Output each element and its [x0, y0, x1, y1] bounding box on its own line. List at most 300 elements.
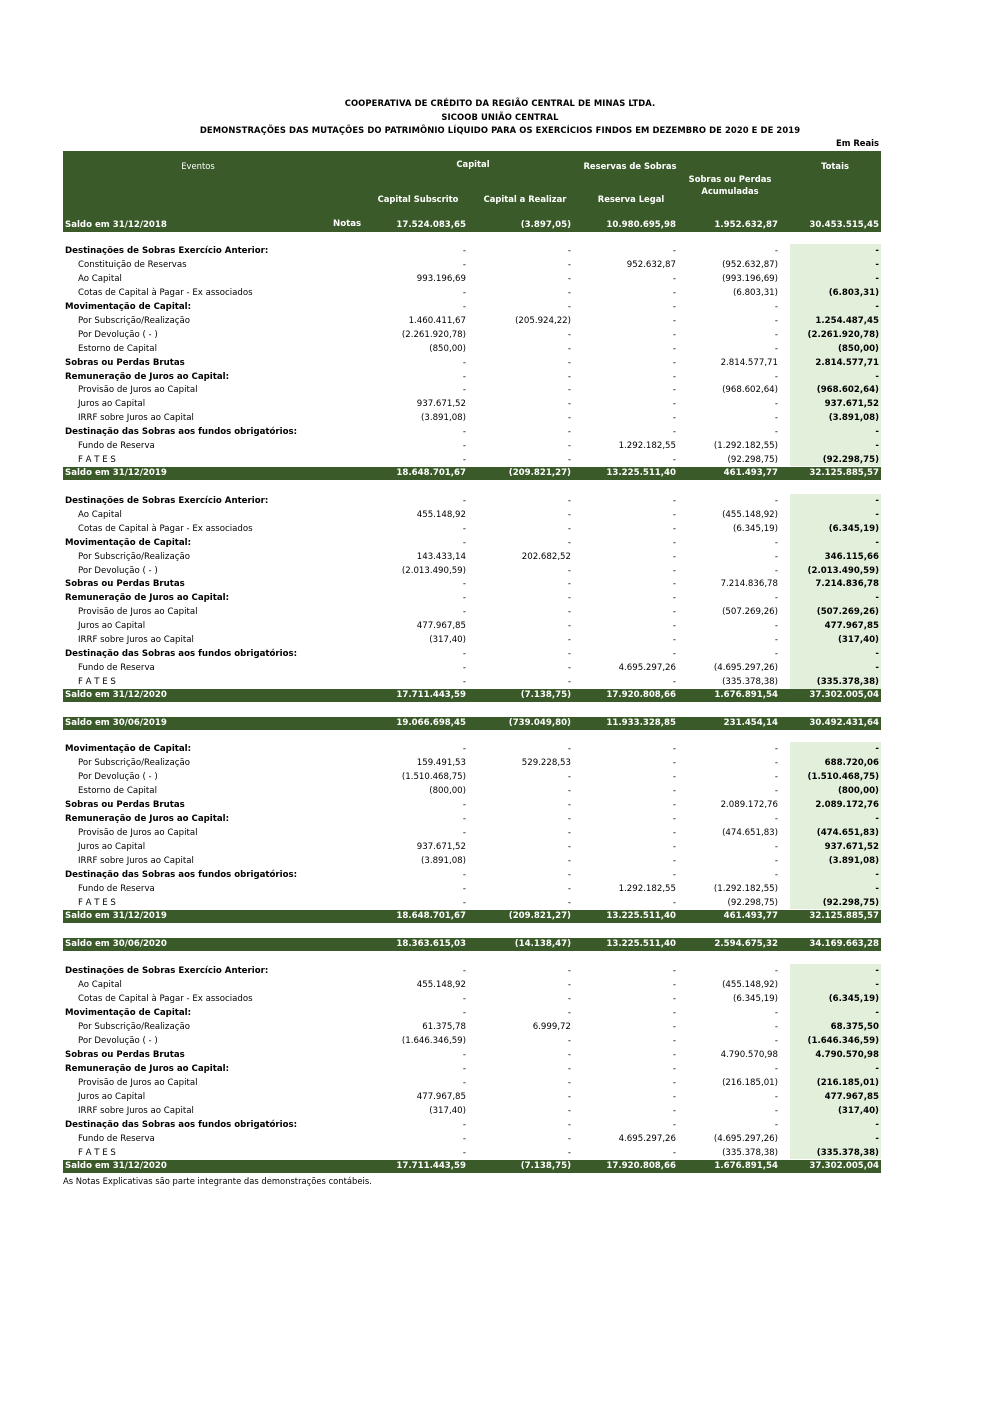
total-cell: -: [875, 649, 879, 659]
table-row: [63, 827, 881, 841]
reserva-legal-cell: 17.920.808,66: [606, 1161, 676, 1171]
capital-subscrito-cell: -: [462, 884, 466, 894]
total-cell: (507.269,26): [816, 607, 879, 617]
row-label: Cotas de Capital à Pagar - Ex associados: [78, 288, 253, 298]
capital-realizar-cell: -: [567, 786, 571, 796]
capital-subscrito-cell: -: [462, 800, 466, 810]
reserva-legal-cell: -: [672, 870, 676, 880]
reserva-legal-cell: -: [672, 828, 676, 838]
sobras-perdas-cell: -: [774, 246, 778, 256]
row-label: Juros ao Capital: [78, 842, 146, 852]
balance-row: [63, 938, 881, 951]
row-label: Por Subscrição/Realização: [78, 552, 190, 562]
capital-realizar-cell: (205.924,22): [515, 316, 571, 326]
row-label: F A T E S: [78, 677, 116, 687]
sobras-perdas-cell: (1.292.182,55): [713, 441, 778, 451]
row-label: Por Devolução ( - ): [78, 566, 158, 576]
capital-realizar-cell: (209.821,27): [508, 468, 571, 478]
sobras-perdas-cell: -: [774, 344, 778, 354]
total-cell: 688.720,06: [824, 758, 879, 768]
capital-subscrito-cell: (1.510.468,75): [401, 772, 466, 782]
row-label: Constituição de Reservas: [78, 260, 187, 270]
sobras-perdas-cell: -: [774, 427, 778, 437]
col-totais: Totais: [821, 161, 849, 171]
total-cell: (474.651,83): [816, 828, 879, 838]
total-cell: 1.254.487,45: [815, 316, 879, 326]
total-cell: -: [875, 1120, 879, 1130]
capital-realizar-cell: -: [567, 635, 571, 645]
total-cell: -: [875, 260, 879, 270]
reserva-legal-cell: -: [672, 427, 676, 437]
table-row: [63, 287, 881, 301]
table-row: [63, 523, 881, 537]
sobras-perdas-cell: -: [774, 621, 778, 631]
reserva-legal-cell: -: [672, 786, 676, 796]
sobras-perdas-cell: -: [774, 1022, 778, 1032]
table-row: [63, 273, 881, 287]
row-label: Movimentação de Capital:: [65, 1008, 192, 1018]
section-row: [63, 592, 881, 606]
total-cell: (317,40): [837, 1106, 879, 1116]
capital-subscrito-cell: (2.261.920,78): [401, 330, 466, 340]
capital-subscrito-cell: 455.148,92: [416, 980, 466, 990]
sobras-perdas-cell: -: [774, 316, 778, 326]
sobras-perdas-cell: -: [774, 330, 778, 340]
sobras-perdas-cell: -: [774, 649, 778, 659]
capital-subscrito-cell: 18.648.701,67: [396, 468, 466, 478]
reserva-legal-cell: 11.933.328,85: [606, 718, 676, 728]
table-row: [63, 454, 881, 468]
capital-realizar-cell: -: [567, 1008, 571, 1018]
sobras-perdas-cell: (92.298,75): [727, 898, 778, 908]
capital-subscrito-cell: -: [462, 302, 466, 312]
capital-subscrito-cell: (2.013.490,59): [401, 566, 466, 576]
row-label: Fundo de Reserva: [78, 663, 155, 673]
row-label: Sobras ou Perdas Brutas: [65, 1050, 185, 1060]
capital-realizar-cell: -: [567, 649, 571, 659]
total-cell: 30.492.431,64: [809, 718, 879, 728]
capital-realizar-cell: -: [567, 524, 571, 534]
sobras-perdas-cell: -: [774, 842, 778, 852]
table-row: [63, 676, 881, 690]
table-row: [63, 1021, 881, 1035]
row-label: Sobras ou Perdas Brutas: [65, 800, 185, 810]
sobras-perdas-cell: -: [774, 635, 778, 645]
capital-subscrito-cell: -: [462, 358, 466, 368]
capital-realizar-cell: -: [567, 1134, 571, 1144]
row-label: Fundo de Reserva: [78, 884, 155, 894]
capital-realizar-cell: (3.897,05): [520, 220, 571, 230]
capital-realizar-cell: -: [567, 427, 571, 437]
section-row: [63, 245, 881, 259]
capital-realizar-cell: 202.682,52: [521, 552, 571, 562]
sobras-perdas-cell: -: [774, 538, 778, 548]
total-cell: -: [875, 510, 879, 520]
row-label: Estorno de Capital: [78, 786, 157, 796]
capital-realizar-cell: -: [567, 870, 571, 880]
capital-realizar-cell: -: [567, 538, 571, 548]
row-label: Destinação das Sobras aos fundos obrigatórios:: [65, 870, 298, 880]
capital-realizar-cell: -: [567, 510, 571, 520]
reserva-legal-cell: -: [672, 842, 676, 852]
capital-subscrito-cell: -: [462, 1134, 466, 1144]
reserva-legal-cell: -: [672, 1064, 676, 1074]
total-cell: (6.345,19): [828, 524, 879, 534]
col-capital-subscrito: Capital Subscrito: [377, 194, 459, 204]
reserva-legal-cell: -: [672, 1022, 676, 1032]
capital-realizar-cell: -: [567, 856, 571, 866]
capital-subscrito-cell: -: [462, 1008, 466, 1018]
total-cell: -: [875, 980, 879, 990]
capital-subscrito-cell: 477.967,85: [416, 1092, 466, 1102]
reserva-legal-cell: -: [672, 524, 676, 534]
total-cell: (968.602,64): [816, 385, 879, 395]
notas-label: Notas: [333, 219, 362, 229]
sobras-perdas-cell: (968.602,64): [722, 385, 778, 395]
sobras-perdas-cell: -: [774, 593, 778, 603]
row-label: Por Devolução ( - ): [78, 330, 158, 340]
reserva-legal-cell: -: [672, 579, 676, 589]
sobras-perdas-cell: 1.676.891,54: [714, 1161, 778, 1171]
reserva-legal-cell: -: [672, 1008, 676, 1018]
capital-subscrito-cell: (3.891,08): [421, 413, 466, 423]
capital-realizar-cell: -: [567, 344, 571, 354]
capital-subscrito-cell: -: [462, 607, 466, 617]
row-label: Movimentação de Capital:: [65, 538, 192, 548]
reserva-legal-cell: -: [672, 552, 676, 562]
reserva-legal-cell: -: [672, 330, 676, 340]
row-label: Destinações de Sobras Exercício Anterior:: [65, 496, 269, 506]
total-cell: -: [875, 1134, 879, 1144]
total-cell: -: [875, 496, 879, 506]
capital-realizar-cell: -: [567, 677, 571, 687]
capital-subscrito-cell: (317,40): [429, 1106, 466, 1116]
row-label: Remuneração de Juros ao Capital:: [65, 814, 230, 824]
total-cell: -: [875, 427, 879, 437]
row-label: Saldo em 31/12/2020: [65, 690, 167, 700]
capital-subscrito-cell: -: [462, 496, 466, 506]
total-cell: (1.646.346,59): [807, 1036, 879, 1046]
table-row: [63, 509, 881, 523]
sobras-perdas-cell: -: [774, 566, 778, 576]
reserva-legal-cell: -: [672, 246, 676, 256]
reserva-legal-cell: -: [672, 607, 676, 617]
total-cell: (3.891,08): [828, 856, 879, 866]
sobras-perdas-cell: (216.185,01): [722, 1078, 778, 1088]
reserva-legal-cell: 13.225.511,40: [606, 911, 676, 921]
table-row: [63, 662, 881, 676]
table-row: [63, 620, 881, 634]
section-row: [63, 869, 881, 883]
capital-subscrito-cell: -: [462, 260, 466, 270]
reserva-legal-cell: -: [672, 635, 676, 645]
capital-realizar-cell: -: [567, 607, 571, 617]
sobras-perdas-cell: -: [774, 870, 778, 880]
reserva-legal-cell: -: [672, 649, 676, 659]
col-group-capital: Capital: [456, 159, 490, 169]
capital-realizar-cell: (739.049,80): [508, 718, 571, 728]
table-row: [63, 771, 881, 785]
sobras-perdas-cell: -: [774, 372, 778, 382]
capital-subscrito-cell: 61.375,78: [422, 1022, 466, 1032]
reserva-legal-cell: 10.980.695,98: [606, 220, 676, 230]
total-cell: (335.378,38): [816, 1148, 879, 1158]
sobras-perdas-cell: (6.345,19): [733, 994, 778, 1004]
section-row: [63, 813, 881, 827]
reserva-legal-cell: -: [672, 898, 676, 908]
row-label: Saldo em 31/12/2018: [65, 220, 167, 230]
capital-realizar-cell: 529.228,53: [521, 758, 571, 768]
sobras-perdas-cell: (952.632,87): [722, 260, 778, 270]
capital-subscrito-cell: -: [462, 385, 466, 395]
row-label: Saldo em 30/06/2019: [65, 718, 167, 728]
total-cell: (6.803,31): [828, 288, 879, 298]
row-label: Remuneração de Juros ao Capital:: [65, 372, 230, 382]
total-cell: (2.013.490,59): [807, 566, 879, 576]
table-row: [63, 883, 881, 897]
reserva-legal-cell: -: [672, 344, 676, 354]
capital-subscrito-cell: -: [462, 1050, 466, 1060]
reserva-legal-cell: -: [672, 288, 676, 298]
capital-subscrito-cell: -: [462, 814, 466, 824]
capital-realizar-cell: -: [567, 898, 571, 908]
balance-row: [63, 1160, 881, 1173]
capital-realizar-cell: -: [567, 994, 571, 1004]
total-cell: 937.671,52: [824, 842, 879, 852]
sobras-perdas-cell: 231.454,14: [723, 718, 778, 728]
capital-realizar-cell: -: [567, 663, 571, 673]
reserva-legal-cell: -: [672, 316, 676, 326]
capital-subscrito-cell: -: [462, 246, 466, 256]
sobras-perdas-cell: 2.814.577,71: [720, 358, 778, 368]
reserva-legal-cell: -: [672, 677, 676, 687]
col-eventos: Eventos: [181, 161, 215, 171]
capital-subscrito-cell: (3.891,08): [421, 856, 466, 866]
capital-subscrito-cell: 937.671,52: [416, 399, 466, 409]
sobras-perdas-cell: -: [774, 856, 778, 866]
reserva-legal-cell: -: [672, 1078, 676, 1088]
total-cell: 30.453.515,45: [809, 220, 879, 230]
table-row: [63, 757, 881, 771]
total-cell: -: [875, 1064, 879, 1074]
total-cell: (317,40): [837, 635, 879, 645]
capital-realizar-cell: -: [567, 413, 571, 423]
total-cell: -: [875, 246, 879, 256]
row-label: Estorno de Capital: [78, 344, 157, 354]
table-row: [63, 440, 881, 454]
row-label: IRRF sobre Juros ao Capital: [78, 856, 194, 866]
capital-realizar-cell: -: [567, 884, 571, 894]
section-row: [63, 357, 881, 371]
capital-realizar-cell: -: [567, 274, 571, 284]
section-row: [63, 1063, 881, 1077]
sobras-perdas-cell: (455.148,92): [722, 980, 778, 990]
reserva-legal-cell: -: [672, 744, 676, 754]
sobras-perdas-cell: (335.378,38): [722, 1148, 778, 1158]
capital-realizar-cell: -: [567, 385, 571, 395]
capital-realizar-cell: (209.821,27): [508, 911, 571, 921]
table-row: [63, 1035, 881, 1049]
capital-subscrito-cell: 1.460.411,67: [408, 316, 466, 326]
sobras-perdas-cell: -: [774, 496, 778, 506]
table-row: [63, 634, 881, 648]
total-cell: (92.298,75): [822, 455, 879, 465]
table-row: [63, 259, 881, 273]
capital-subscrito-cell: -: [462, 898, 466, 908]
reserva-legal-cell: -: [672, 1092, 676, 1102]
company-name: COOPERATIVA DE CRÉDITO DA REGIÃO CENTRAL DE MINAS LTDA.: [344, 98, 656, 108]
reserva-legal-cell: -: [672, 1106, 676, 1116]
row-label: Por Devolução ( - ): [78, 1036, 158, 1046]
capital-subscrito-cell: (1.646.346,59): [401, 1036, 466, 1046]
reserva-legal-cell: 1.292.182,55: [618, 884, 676, 894]
capital-subscrito-cell: -: [462, 994, 466, 1004]
col-reserva-legal: Reserva Legal: [597, 194, 665, 204]
sobras-perdas-cell: -: [774, 1036, 778, 1046]
reserva-legal-cell: -: [672, 413, 676, 423]
reserva-legal-cell: -: [672, 966, 676, 976]
balance-row: [63, 467, 881, 480]
total-cell: (1.510.468,75): [807, 772, 879, 782]
capital-subscrito-cell: 477.967,85: [416, 621, 466, 631]
capital-realizar-cell: -: [567, 1120, 571, 1130]
reserva-legal-cell: -: [672, 566, 676, 576]
capital-subscrito-cell: -: [462, 579, 466, 589]
row-label: Saldo em 31/12/2020: [65, 1161, 167, 1171]
capital-subscrito-cell: -: [462, 828, 466, 838]
total-cell: -: [875, 274, 879, 284]
row-label: Cotas de Capital à Pagar - Ex associados: [78, 994, 253, 1004]
reserva-legal-cell: -: [672, 980, 676, 990]
row-label: F A T E S: [78, 1148, 116, 1158]
total-cell: (3.891,08): [828, 413, 879, 423]
reserva-legal-cell: -: [672, 593, 676, 603]
sobras-perdas-cell: 4.790.570,98: [720, 1050, 778, 1060]
reserva-legal-cell: 13.225.511,40: [606, 939, 676, 949]
capital-subscrito-cell: -: [462, 593, 466, 603]
section-row: [63, 1119, 881, 1133]
capital-subscrito-cell: 455.148,92: [416, 510, 466, 520]
sobras-perdas-cell: -: [774, 1092, 778, 1102]
capital-realizar-cell: -: [567, 980, 571, 990]
row-label: Por Subscrição/Realização: [78, 316, 190, 326]
row-label: Cotas de Capital à Pagar - Ex associados: [78, 524, 253, 534]
sobras-perdas-cell: -: [774, 552, 778, 562]
capital-realizar-cell: -: [567, 828, 571, 838]
sobras-perdas-cell: -: [774, 1106, 778, 1116]
capital-realizar-cell: -: [567, 966, 571, 976]
capital-realizar-cell: -: [567, 358, 571, 368]
sobras-perdas-cell: (6.803,31): [733, 288, 778, 298]
total-cell: -: [875, 884, 879, 894]
row-label: Juros ao Capital: [78, 621, 146, 631]
row-label: Ao Capital: [78, 510, 122, 520]
row-label: Ao Capital: [78, 274, 122, 284]
total-cell: 7.214.836,78: [815, 579, 879, 589]
reserva-legal-cell: -: [672, 1036, 676, 1046]
table-row: [63, 897, 881, 911]
capital-subscrito-cell: 17.711.443,59: [396, 690, 466, 700]
capital-realizar-cell: (14.138,47): [514, 939, 571, 949]
total-cell: -: [875, 814, 879, 824]
sobras-perdas-cell: (335.378,38): [722, 677, 778, 687]
section-row: [63, 743, 881, 757]
sobras-perdas-cell: 461.493,77: [723, 911, 778, 921]
row-label: Destinação das Sobras aos fundos obrigatórios:: [65, 427, 298, 437]
sobras-perdas-cell: -: [774, 814, 778, 824]
capital-realizar-cell: (7.138,75): [520, 690, 571, 700]
sobras-perdas-cell: (92.298,75): [727, 455, 778, 465]
sobras-perdas-cell: (455.148,92): [722, 510, 778, 520]
table-row: [63, 785, 881, 799]
total-cell: 37.302.005,04: [809, 1161, 879, 1171]
reserva-legal-cell: -: [672, 758, 676, 768]
capital-subscrito-cell: -: [462, 372, 466, 382]
table-row: [63, 993, 881, 1007]
capital-subscrito-cell: -: [462, 441, 466, 451]
row-label: Por Devolução ( - ): [78, 772, 158, 782]
section-row: [63, 495, 881, 509]
row-label: Movimentação de Capital:: [65, 744, 192, 754]
reserva-legal-cell: -: [672, 772, 676, 782]
table-row: [63, 979, 881, 993]
sobras-perdas-cell: 1.952.632,87: [714, 220, 778, 230]
reserva-legal-cell: -: [672, 510, 676, 520]
reserva-legal-cell: -: [672, 1120, 676, 1130]
row-label: Movimentação de Capital:: [65, 302, 192, 312]
row-label: Por Subscrição/Realização: [78, 758, 190, 768]
table-row: [63, 606, 881, 620]
capital-subscrito-cell: -: [462, 1148, 466, 1158]
sobras-perdas-cell: -: [774, 413, 778, 423]
row-label: Fundo de Reserva: [78, 441, 155, 451]
section-row: [63, 426, 881, 440]
reserva-legal-cell: 13.225.511,40: [606, 468, 676, 478]
capital-realizar-cell: -: [567, 1092, 571, 1102]
row-label: F A T E S: [78, 898, 116, 908]
reserva-legal-cell: -: [672, 358, 676, 368]
table-row: [63, 841, 881, 855]
capital-realizar-cell: -: [567, 246, 571, 256]
capital-realizar-cell: -: [567, 1036, 571, 1046]
reserva-legal-cell: -: [672, 496, 676, 506]
balance-row: [63, 689, 881, 702]
capital-subscrito-cell: 17.524.083,65: [396, 220, 466, 230]
row-label: Provisão de Juros ao Capital: [78, 607, 198, 617]
section-row: [63, 1049, 881, 1063]
reserva-legal-cell: -: [672, 455, 676, 465]
table-row: [63, 315, 881, 329]
table-row: [63, 1147, 881, 1161]
capital-subscrito-cell: -: [462, 288, 466, 298]
capital-subscrito-cell: -: [462, 1078, 466, 1088]
reserva-legal-cell: 952.632,87: [626, 260, 676, 270]
reserva-legal-cell: -: [672, 814, 676, 824]
capital-subscrito-cell: 993.196,69: [416, 274, 466, 284]
sobras-perdas-cell: (4.695.297,26): [713, 663, 778, 673]
reserva-legal-cell: -: [672, 372, 676, 382]
capital-realizar-cell: -: [567, 260, 571, 270]
capital-realizar-cell: -: [567, 1148, 571, 1158]
col-group-reservas: Reservas de Sobras: [583, 161, 677, 171]
table-row: [63, 1133, 881, 1147]
row-label: IRRF sobre Juros ao Capital: [78, 635, 194, 645]
total-cell: (850,00): [837, 344, 879, 354]
capital-subscrito-cell: -: [462, 524, 466, 534]
capital-subscrito-cell: -: [462, 677, 466, 687]
sobras-perdas-cell: (6.345,19): [733, 524, 778, 534]
reserva-legal-cell: -: [672, 399, 676, 409]
